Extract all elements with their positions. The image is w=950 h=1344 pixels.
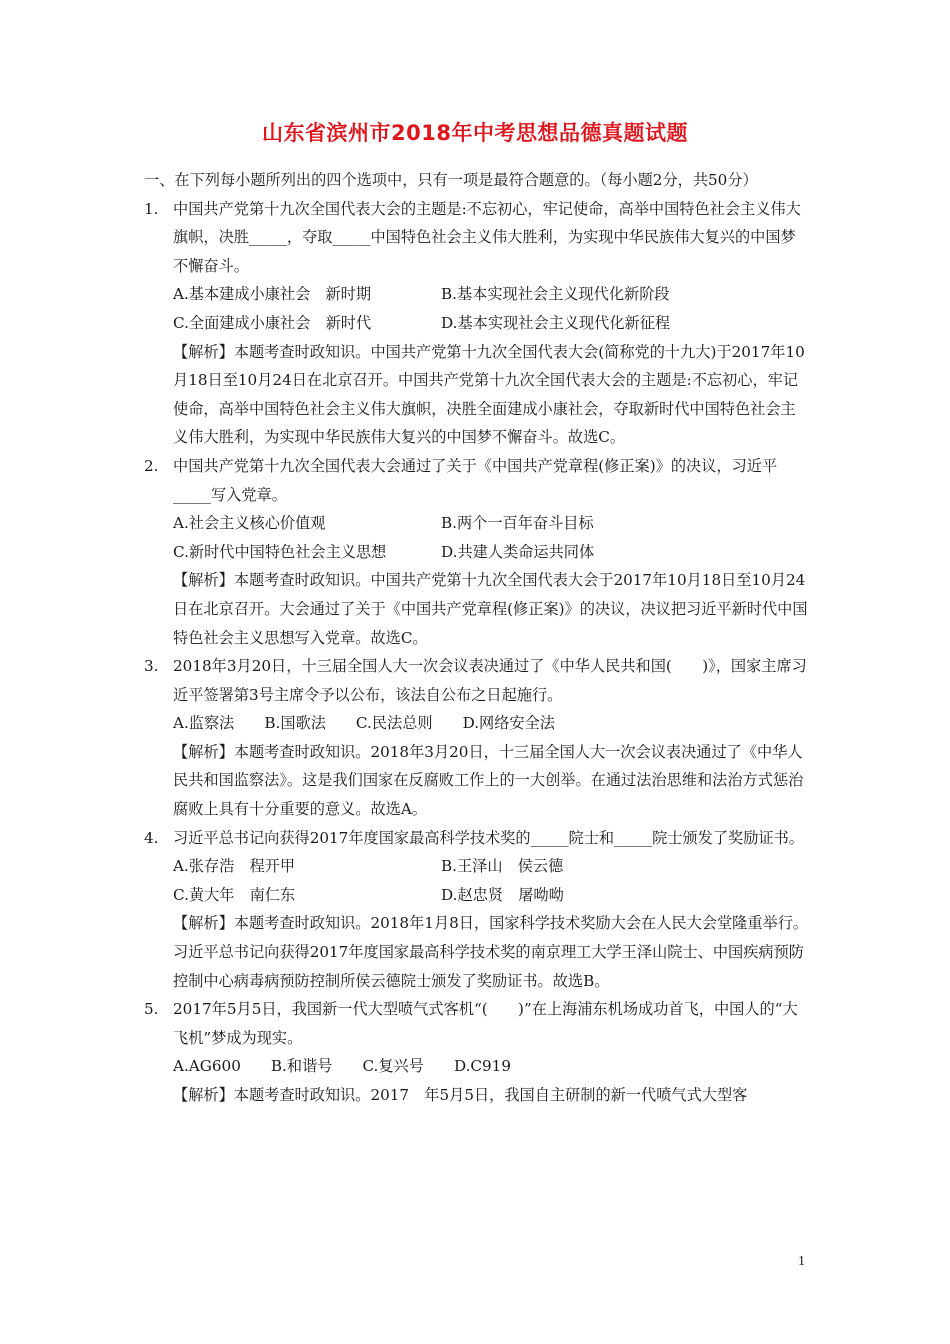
options-row — [173, 1052, 809, 1081]
question-5 — [144, 995, 809, 1109]
option-c: C.复兴号 — [362, 1057, 424, 1076]
option-b: B.和谐号 — [270, 1057, 333, 1076]
options-row — [173, 280, 809, 309]
document-body — [144, 166, 809, 1110]
options-row — [173, 538, 809, 567]
question-number: 4. — [144, 828, 159, 847]
question-text: 习近平总书记向获得2017年度国家最高科学技术奖的_____院士和_____院士颁发了奖励证书。 — [173, 828, 804, 847]
option-a: A.监察法 — [173, 714, 235, 733]
options-row — [173, 852, 809, 881]
question-number: 2. — [144, 456, 159, 475]
question-4 — [144, 824, 809, 996]
option-b: B.两个一百年奋斗目标 — [441, 514, 594, 533]
option-c: C.黄大年 南仁东 — [173, 885, 296, 904]
question-text: 2018年3月20日，十三届全国人大一次会议表决通过了《中华人民共和国( )》，国家主席习近平签署第3号主席令予以公布，该法自公布之日起施行。 — [173, 657, 807, 704]
question-number: 5. — [144, 1000, 159, 1019]
document-title: 山东省滨州市2018年中考思想品德真题试题 — [262, 121, 688, 145]
analysis-text: 【解析】本题考查时政知识。2018年3月20日，十三届全国人大一次会议表决通过了《中华人民共和国监察法》。这是我们国家在反腐败工作上的一大创举。在通过法治思维和法治方式惩治腐败上具有十分重要的意义。故选A。 — [173, 742, 804, 819]
options-row — [173, 881, 809, 910]
option-b: B.国歌法 — [264, 714, 326, 733]
question-number: 1. — [144, 199, 159, 218]
option-b: B.基本实现社会主义现代化新阶段 — [441, 285, 670, 304]
option-c: C.民法总则 — [355, 714, 433, 733]
analysis-text: 【解析】本题考查时政知识。中国共产党第十九次全国代表大会(简称党的十九大)于2017年10月18日至10月24日在北京召开。中国共产党第十九次全国代表大会的主题是:不忘初心，牢记使命，高举中国特色社会主义伟大旗帜，决胜全面建成小康社会，夺取新时代中国特色社会主义伟大胜利，为实现中华民族伟大复兴的中国梦不懈奋斗。故选C。 — [173, 342, 805, 447]
options-row — [173, 709, 809, 738]
option-a: A.AG600 — [173, 1057, 241, 1076]
page-number: 1 — [798, 1254, 805, 1269]
option-d: D.基本实现社会主义现代化新征程 — [441, 313, 671, 332]
question-text: 中国共产党第十九次全国代表大会通过了关于《中国共产党章程(修正案)》的决议，习近平_____写入党章。 — [173, 456, 778, 504]
option-d: D.共建人类命运共同体 — [441, 542, 595, 561]
question-3 — [144, 652, 809, 824]
analysis-text: 【解析】本题考查时政知识。2018年1月8日，国家科学技术奖励大会在人民大会堂隆重举行。习近平总书记向获得2017年度国家最高科学技术奖的南京理工大学王泽山院士、中国疾病预防控制中心病毒病预防控制所侯云德院士颁发了奖励证书。故选B。 — [173, 914, 809, 990]
option-b: B.王泽山 侯云德 — [441, 857, 564, 876]
option-a: A.社会主义核心价值观 — [173, 514, 326, 533]
option-c: C.全面建成小康社会 新时代 — [173, 313, 372, 332]
question-1 — [144, 195, 809, 452]
options-row — [173, 309, 809, 338]
option-d: D.网络安全法 — [462, 714, 555, 733]
option-a: A.张存浩 程开甲 — [173, 857, 296, 876]
analysis-text: 【解析】本题考查时政知识。中国共产党第十九次全国代表大会于2017年10月18日至10月24日在北京召开。大会通过了关于《中国共产党章程(修正案)》的决议，决议把习近平新时代中国特色社会主义思想写入党章。故选C。 — [173, 571, 808, 647]
question-2 — [144, 452, 809, 652]
question-text: 中国共产党第十九次全国代表大会的主题是:不忘初心，牢记使命，高举中国特色社会主义伟大旗帜，决胜_____，夺取_____中国特色社会主义伟大胜利，为实现中华民族伟大复兴的中国梦不懈奋斗。 — [173, 199, 801, 275]
option-c: C.新时代中国特色社会主义思想 — [173, 542, 387, 561]
options-row — [173, 509, 809, 538]
question-text: 2017年5月5日，我国新一代大型喷气式客机“( )”在上海浦东机场成功首飞，中国人的“大飞机”梦成为现实。 — [173, 1000, 798, 1047]
analysis-text: 【解析】本题考查时政知识。2017 年5月5日，我国自主研制的新一代喷气式大型客 — [173, 1086, 748, 1104]
section-instructions: 一、在下列每小题所列出的四个选项中，只有一项是最符合题意的。（每小题2分，共50分） — [144, 171, 758, 189]
option-a: A.基本建成小康社会 新时期 — [173, 285, 372, 304]
option-d: D.C919 — [453, 1057, 512, 1076]
option-d: D.赵忠贤 屠呦呦 — [441, 885, 564, 904]
question-number: 3. — [144, 657, 159, 676]
